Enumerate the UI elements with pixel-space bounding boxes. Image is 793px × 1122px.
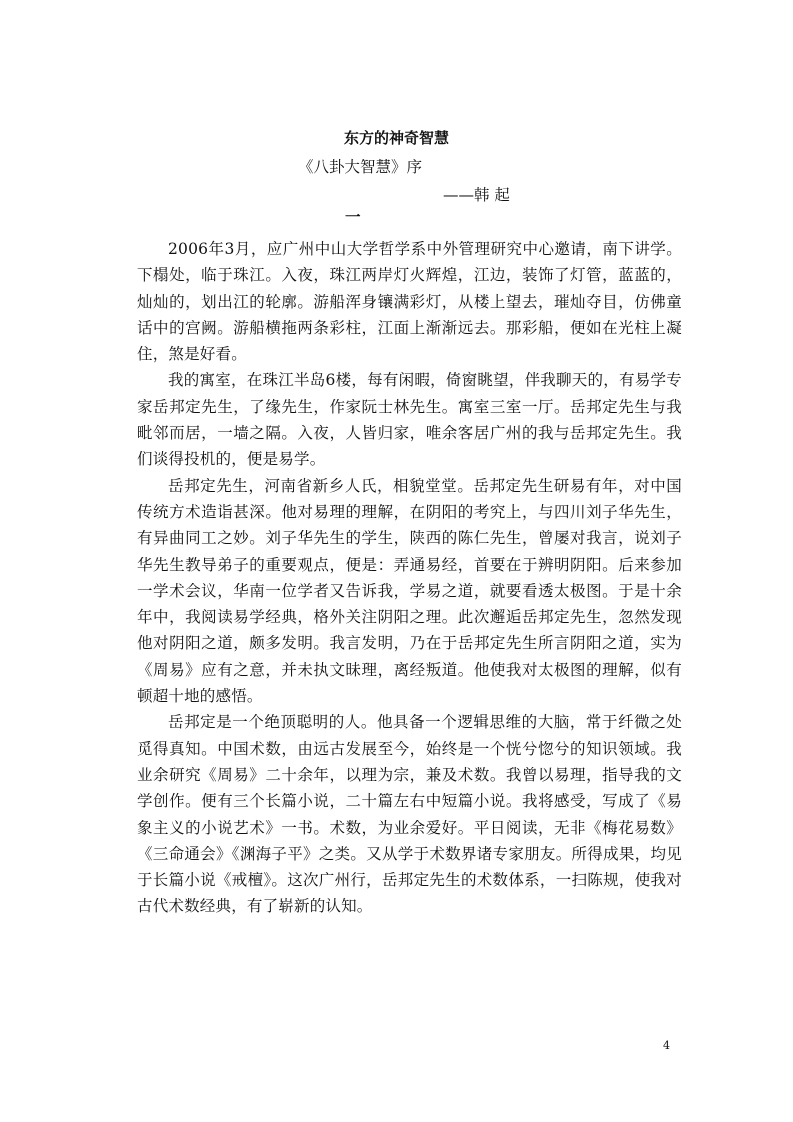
article-body <box>137 236 682 920</box>
paragraph-4: 岳邦定是一个绝顶聪明的人。他具备一个逻辑思维的大脑，常于纤微之处觅得真知。中国术数，由远古发展至今，始终是一个恍兮惚兮的知识领域。我业余研究《周易》二十余年，以理为宗，兼及术数。我曾以易理，指导我的文学创作。便有三个长篇小说，二十篇左右中短篇小说。我将感受，写成了《易象主义的小说艺术》一书。术数，为业余爱好。平日阅读，无非《梅花易数》《三命通会》《渊海子平》之类。又从学于术数界诸专家朋友。所得成果，均见于长篇小说《戒檀》。这次广州行，岳邦定先生的术数体系，一扫陈规，使我对古代术数经典，有了崭新的认知。 <box>137 713 682 916</box>
paragraph-3: 岳邦定先生，河南省新乡人氏，相貌堂堂。岳邦定先生研易有年，对中国传统方术造诣甚深。他对易理的理解，在阴阳的考究上，与四川刘子华先生，有异曲同工之妙。刘子华先生的学生，陕西的陈仁先生，曾屡对我言，说刘子华先生教导弟子的重要观点，便是：弄通易经，首要在于辨明阴阳。后来参加一学术会议，华南一位学者又告诉我，学易之道，就要看透太极图。于是十余年中，我阅读易学经典，格外关注阴阳之理。此次邂逅岳邦定先生，忽然发现他对阴阳之道，颇多发明。我言发明，乃在于岳邦定先生所言阴阳之道，实为《周易》应有之意，并未执文昧理，离经叛道。他使我对太极图的理解，似有顿超十地的感悟。 <box>137 476 682 706</box>
author-byline: ——韩 起 <box>443 186 510 204</box>
paragraph-2: 我的寓室，在珠江半岛6楼，每有闲暇，倚窗眺望，伴我聊天的，有易学专家岳邦定先生，了缘先生，作家阮士林先生。寓室三室一厅。岳邦定先生与我毗邻而居，一墙之隔。入夜，人皆归家，唯余客居广州的我与岳邦定先生。我们谈得投机的，便是易学。 <box>137 371 682 469</box>
page-number: 4 <box>663 1039 670 1052</box>
paragraph-1: 2006年3月，应广州中山大学哲学系中外管理研究中心邀请，南下讲学。下榻处，临于珠江。入夜，珠江两岸灯火辉煌，江边，装饰了灯管，蓝蓝的，灿灿的，划出江的轮廓。游船浑身镶满彩灯，从楼上望去，璀灿夺目，仿佛童话中的宫阙。游船横拖两条彩柱，江面上渐渐远去。那彩船，便如在光柱上凝住，煞是好看。 <box>137 240 682 364</box>
section-number: 一 <box>345 207 361 226</box>
article-title: 东方的神奇智慧 <box>343 129 449 147</box>
article-subtitle: 《八卦大智慧》序 <box>298 158 423 176</box>
